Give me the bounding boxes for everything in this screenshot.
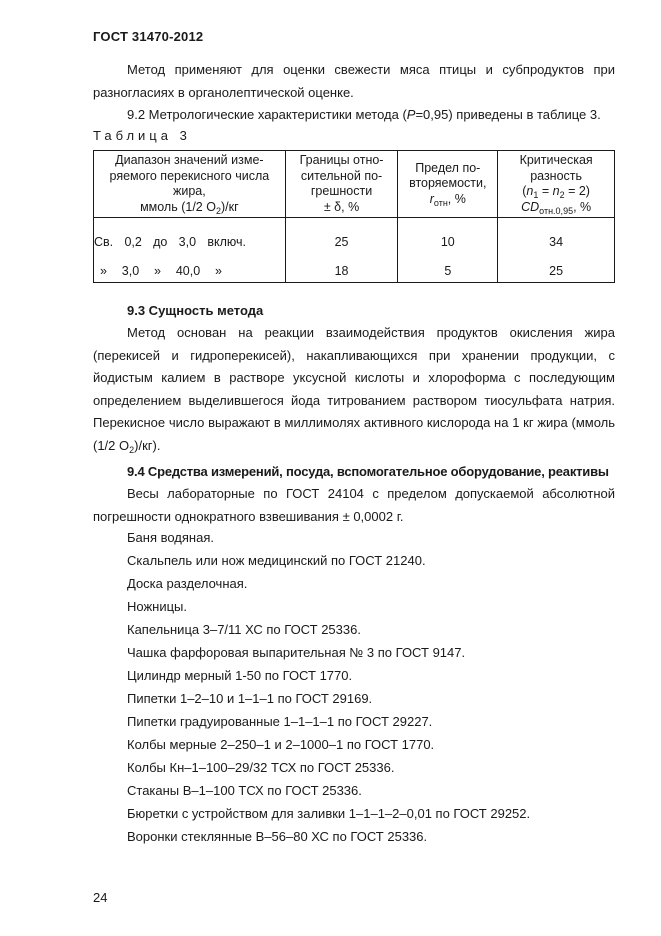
list-item: Колбы мерные 2–250–1 и 2–1000–1 по ГОСТ 1770.: [127, 737, 435, 752]
list-item: Капельница 3–7/11 ХС по ГОСТ 25336.: [127, 622, 361, 637]
delta-cell: 18: [285, 252, 398, 283]
table-row: [94, 252, 615, 283]
section-9-3-title: 9.3 Сущность метода: [127, 303, 264, 318]
section-9-4-first: Весы лабораторные по ГОСТ 24104 с пределом допускаемой абсолютной погрешности однократного взвешивания ± 0,0002 г.: [93, 486, 615, 524]
header-error: Границы отно- сительной по- грешности ± δ, %: [285, 151, 398, 218]
table-row: [94, 218, 615, 253]
list-item: Бюретки с устройством для заливки 1–1–1–2–0,01 по ГОСТ 29252.: [127, 806, 531, 821]
repeatability-cell: 5: [398, 252, 498, 283]
table-caption: Таблица 3: [93, 128, 191, 143]
list-item: Стаканы В–1–100 ТСХ по ГОСТ 25336.: [127, 783, 362, 798]
cd-cell: 34: [498, 218, 615, 253]
list-item: Колбы Кн–1–100–29/32 ТСХ по ГОСТ 25336.: [127, 760, 395, 775]
list-item: Ножницы.: [127, 599, 188, 614]
range-cell: » 3,0 » 40,0 »: [94, 252, 286, 283]
repeatability-cell: 10: [398, 218, 498, 253]
header-range: Диапазон значений изме- ряемого перекисного числа жира, ммоль (1/2 $O_2)/кг$: [94, 151, 286, 218]
list-item: Чашка фарфоровая выпарительная № 3 по ГОСТ 9147.: [127, 645, 466, 660]
cd-cell: 25: [498, 252, 615, 283]
range-cell: Св. 0,2 до 3,0 включ.: [94, 218, 286, 253]
header-repeatability: Предел по- вторяемости, $r_{отн}$, %: [398, 151, 498, 218]
list-item: Доска разделочная.: [127, 576, 248, 591]
table-3: [93, 150, 615, 283]
metrology-paragraph: 9.2 Метрологические характеристики метода (P=0,95) приведены в таблице 3.: [127, 107, 601, 122]
delta-cell: 25: [285, 218, 398, 253]
section-9-4-title: 9.4 Средства измерений, посуда, вспомогательное оборудование, реактивы: [127, 464, 609, 479]
list-item: Пипетки градуированные 1–1–1–1 по ГОСТ 29227.: [127, 714, 433, 729]
list-item: Пипетки 1–2–10 и 1–1–1 по ГОСТ 29169.: [127, 691, 373, 706]
list-item: Цилиндр мерный 1-50 по ГОСТ 1770.: [127, 668, 353, 683]
section-9-3-text: Метод основан на реакции взаимодействия продуктов окисления жира (перекисей и гидроперекисей), накапливающихся при хранении продукции, с йодистым калием в растворе уксусной кислоты и хлороформа с последующим определением выделившегося йода титрованием раствором тиосульфата натрия. Перекисное число выражают в миллимолях активного кислорода на 1 кг жира (ммоль (1/2 $O_2)/кг$).: [93, 325, 615, 455]
list-item: Баня водяная.: [127, 530, 214, 545]
intro-paragraph: Метод применяют для оценки свежести мяса птицы и субпродуктов при разногласиях в органолептической оценке.: [93, 62, 615, 100]
list-item: Воронки стеклянные В–56–80 ХС по ГОСТ 25336.: [127, 829, 428, 844]
page-number: 24: [93, 890, 108, 905]
header-critical-difference: Критическая разность $(n_1 = n_2 = 2)$ $CD_{отн.0,95}$, %: [498, 151, 615, 218]
document-header: ГОСТ 31470-2012: [93, 29, 204, 44]
list-item: Скальпель или нож медицинский по ГОСТ 21240.: [127, 553, 426, 568]
